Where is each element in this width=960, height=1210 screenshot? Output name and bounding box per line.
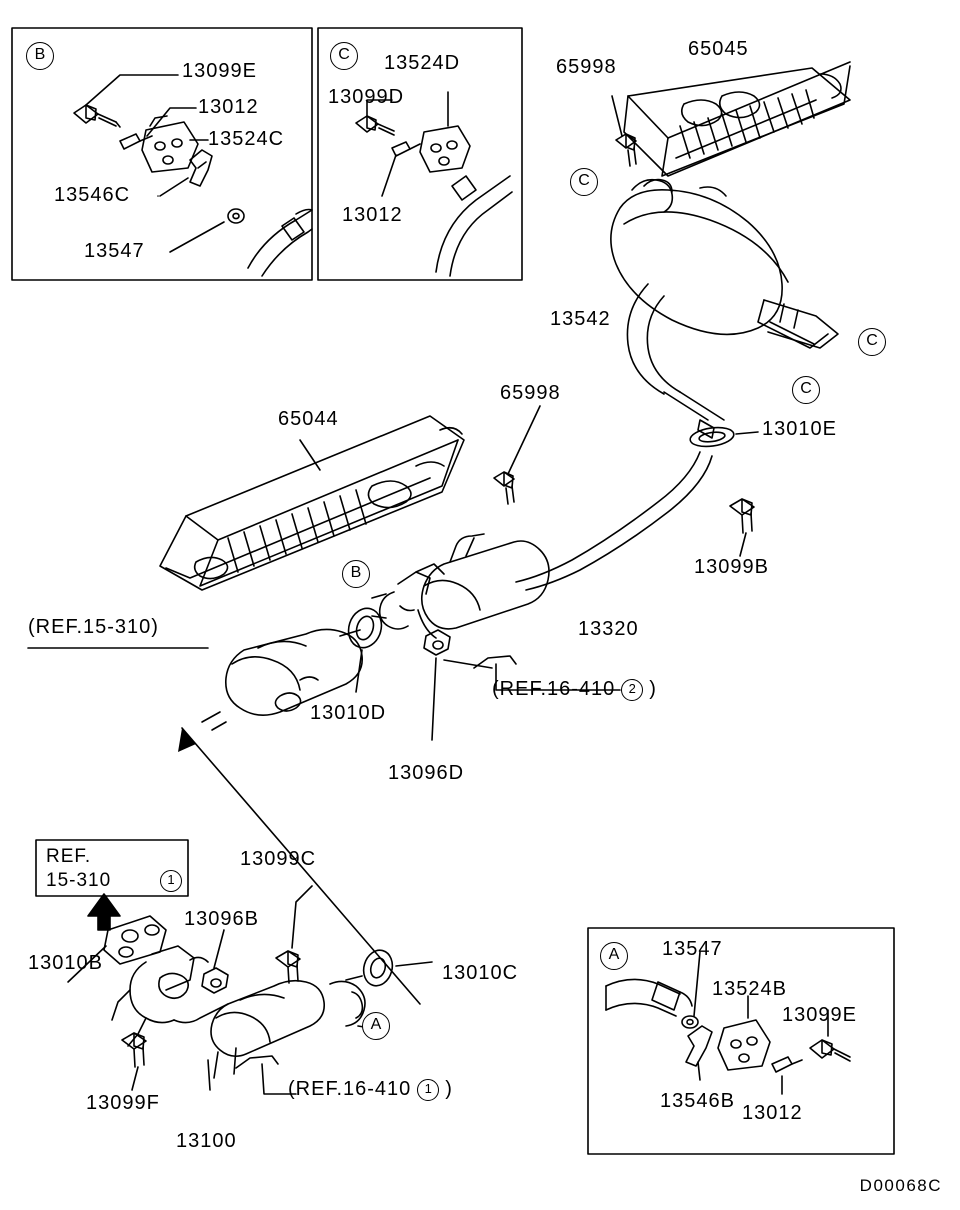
label-13547-panel-a: 13547	[662, 938, 723, 960]
panel-b-insulator	[228, 209, 244, 223]
panel-a-pipe	[606, 979, 692, 1016]
leader-13096B	[214, 930, 224, 968]
leader-13012-c	[382, 155, 396, 196]
leader-13010C	[396, 962, 432, 966]
label-13096D: 13096D	[388, 762, 465, 784]
panel-c-bracket	[420, 126, 470, 172]
label-13099C: 13099C	[240, 848, 317, 870]
bolt-65998-center	[494, 472, 514, 504]
panel-b-pipe	[248, 210, 312, 277]
leader-13010E	[736, 432, 758, 434]
diagram-code: D00068C	[859, 1176, 942, 1195]
clamp-ref-16-410-1	[236, 1056, 278, 1068]
leader-13099F	[132, 1067, 138, 1090]
panel-b-bracket	[142, 116, 198, 172]
marker-c-mid: C	[792, 376, 820, 404]
label-13524C: 13524C	[208, 128, 285, 150]
ref-box-line1: REF.	[46, 846, 92, 867]
panel-c-bolt	[356, 116, 394, 135]
panel-c-marker: C	[330, 42, 358, 70]
leader-65998-center	[508, 406, 540, 474]
leader-13099C	[292, 886, 312, 948]
panel-c-pipe	[436, 176, 512, 276]
leader-13012-b	[147, 108, 196, 136]
label-13012-panel-c: 13012	[342, 204, 403, 226]
leader-13099B	[740, 533, 746, 556]
leader-65998-top	[612, 96, 622, 136]
panel-a-border	[588, 928, 894, 1154]
leader-13547-a	[694, 952, 700, 1016]
leader-13100	[208, 1060, 210, 1090]
label-13099B: 13099B	[694, 556, 769, 578]
front-pipe-13100	[68, 916, 370, 1078]
panel-b-marker: B	[26, 42, 54, 70]
ref-16-410-1-marker: 1	[417, 1079, 439, 1101]
label-65045: 65045	[688, 38, 749, 60]
leader-13096D	[432, 658, 436, 740]
heat-shield-65044	[160, 416, 464, 590]
label-13096B: 13096B	[184, 908, 259, 930]
leader-13546C	[160, 178, 188, 196]
panel-a-bracket	[718, 1020, 770, 1070]
label-13320: 13320	[578, 618, 639, 640]
marker-c-right: C	[858, 328, 886, 356]
label-13099D: 13099D	[328, 86, 405, 108]
marker-b-main: B	[342, 560, 370, 588]
ref-box-marker: 1	[160, 870, 182, 892]
panel-a-pin	[772, 1057, 802, 1072]
label-13524D: 13524D	[384, 52, 461, 74]
gasket-13010C	[360, 947, 397, 989]
panel-c-pin	[392, 142, 420, 156]
panel-b-bolt	[74, 105, 120, 127]
bolt-65998-top	[616, 134, 636, 166]
nut-13096B	[202, 968, 228, 993]
ref-16-410-1-tail: )	[445, 1078, 453, 1100]
ref-15-310-note: (REF.15-310)	[28, 616, 159, 638]
ref-16-410-1-text: (REF.16-410	[288, 1078, 412, 1100]
label-13012-panel-b: 13012	[198, 96, 259, 118]
panel-a-bolt	[810, 1040, 850, 1061]
bolt-13099C	[276, 951, 300, 983]
label-13099E-panel-a: 13099E	[782, 1004, 857, 1026]
label-13100: 13100	[176, 1130, 237, 1152]
bolt-13099F	[122, 1033, 146, 1067]
panel-a-marker: A	[600, 942, 628, 970]
marker-a-main: A	[362, 1012, 390, 1040]
label-13010B: 13010B	[28, 952, 103, 974]
panel-a-insulator	[682, 1016, 698, 1028]
ref-box-arrow	[88, 894, 120, 930]
label-13099E-panel-b: 13099E	[182, 60, 257, 82]
ref-16-410-2-tail: )	[649, 678, 657, 700]
leader-13099E-b	[86, 75, 178, 105]
ref-16-410-2-note	[492, 678, 657, 701]
label-13542: 13542	[550, 308, 611, 330]
label-65998-center: 65998	[500, 382, 561, 404]
label-13547-panel-b: 13547	[84, 240, 145, 262]
panel-a-hanger	[686, 1026, 712, 1066]
label-13012-panel-a: 13012	[742, 1102, 803, 1124]
label-13010E: 13010E	[762, 418, 837, 440]
bolt-13099B	[730, 499, 754, 533]
label-13524B: 13524B	[712, 978, 787, 1000]
label-13010C: 13010C	[442, 962, 519, 984]
ref-16-410-2-text: (REF.16-410	[492, 678, 616, 700]
leader-13547-b	[170, 222, 224, 252]
marker-c-top: C	[570, 168, 598, 196]
ref-box-line2: 15-310	[46, 870, 112, 891]
label-13099F: 13099F	[86, 1092, 160, 1114]
center-pipe-13320	[372, 452, 712, 629]
label-65044: 65044	[278, 408, 339, 430]
label-13546C: 13546C	[54, 184, 131, 206]
nut-13096D	[424, 630, 450, 655]
ref-16-410-1-note	[288, 1078, 453, 1101]
heat-shield-65045	[624, 62, 850, 176]
label-13546B: 13546B	[660, 1090, 735, 1112]
ref-16-410-2-marker: 2	[621, 679, 643, 701]
label-13010D: 13010D	[310, 702, 387, 724]
leader-13546B	[698, 1062, 700, 1080]
label-65998-top: 65998	[556, 56, 617, 78]
